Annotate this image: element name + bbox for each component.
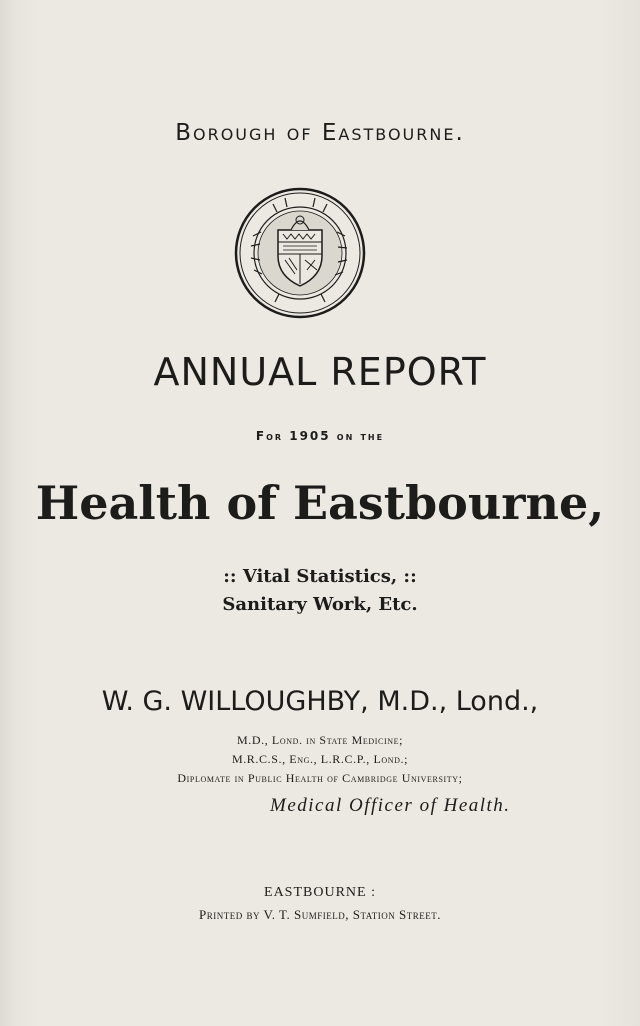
report-subject-title: Health of Eastbourne, <box>35 476 605 530</box>
report-year-line: For 1905 on the <box>255 429 385 443</box>
author-name: W. G. WILLOUGHBY, M.D., Lond., <box>101 686 539 717</box>
borough-title: Borough of Eastbourne. <box>175 120 465 146</box>
imprint-town: EASTBOURNE : <box>264 885 376 900</box>
author-office: Medical Officer of Health. <box>270 795 511 816</box>
borough-seal <box>233 186 367 320</box>
imprint-printer-text: Printed by V. T. Sumfield, Station Street. <box>199 907 441 922</box>
subtitle-vital-statistics: :: Vital Statistics, :: <box>223 566 417 587</box>
imprint-printer <box>0 907 640 923</box>
subtitle-sanitary-work: Sanitary Work, Etc. <box>222 594 418 615</box>
annual-report-heading: ANNUAL REPORT <box>153 350 487 394</box>
qualification-line: Diplomate in Public Health of Cambridge University; <box>177 771 463 785</box>
qualification-line: M.D., Lond. in State Medicine; <box>236 733 404 747</box>
qualification-line: M.R.C.S., Eng., L.R.C.P., Lond.; <box>231 752 409 766</box>
